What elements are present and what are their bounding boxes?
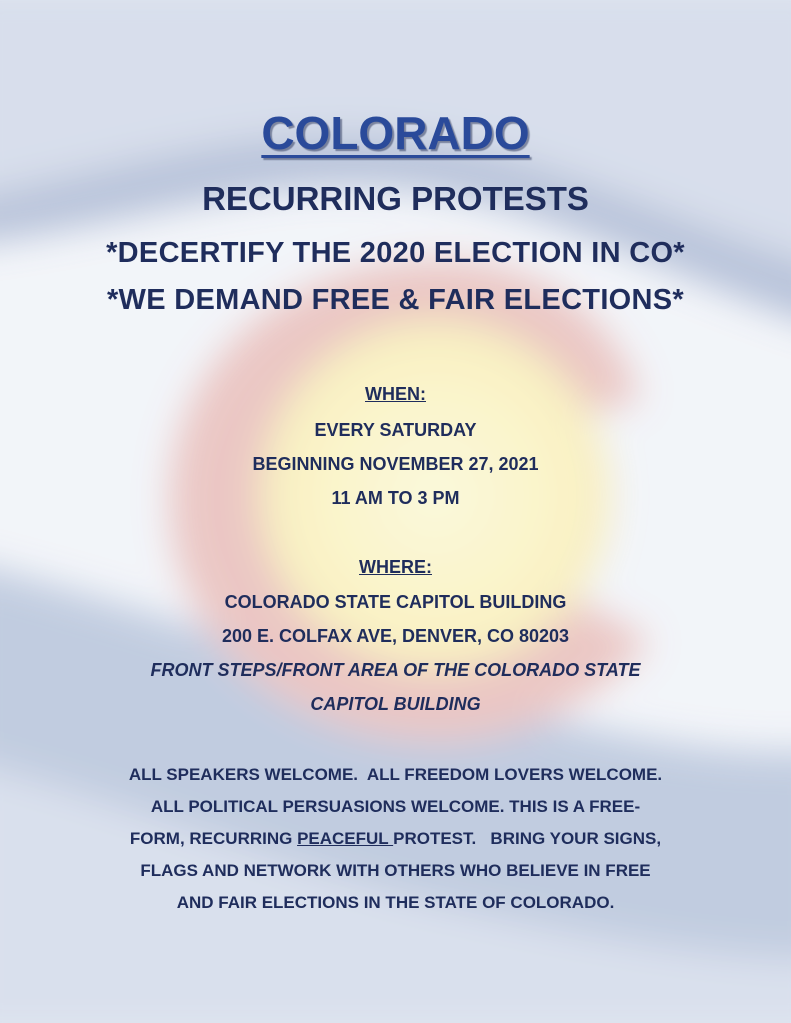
- peaceful-underlined: PEACEFUL: [297, 829, 394, 848]
- slogan-free-elections: *WE DEMAND FREE & FAIR ELECTIONS*: [106, 284, 685, 316]
- paragraph-line-2: ALL POLITICAL PERSUASIONS WELCOME. THIS IS A FREE-: [150, 797, 641, 816]
- paragraph-line-5: AND FAIR ELECTIONS IN THE STATE OF COLORADO.: [176, 893, 615, 912]
- paragraph-line-1: ALL SPEAKERS WELCOME. ALL FREEDOM LOVERS WELCOME.: [128, 765, 663, 784]
- where-location-detail: FRONT STEPS/FRONT AREA OF THE COLORADO STATE: [150, 660, 641, 680]
- when-heading: WHEN:: [365, 384, 426, 404]
- slogan-decertify: *DECERTIFY THE 2020 ELECTION IN CO*: [106, 237, 685, 269]
- paragraph-line-3: [0, 829, 791, 849]
- when-time: 11 AM TO 3 PM: [331, 488, 460, 508]
- paragraph-line-4: FLAGS AND NETWORK WITH OTHERS WHO BELIEVE IN FREE: [140, 861, 651, 880]
- where-heading: WHERE:: [359, 557, 432, 577]
- where-building: COLORADO STATE CAPITOL BUILDING: [224, 592, 567, 612]
- flyer-title: COLORADO: [261, 107, 530, 159]
- where-location-detail-cont: CAPITOL BUILDING: [310, 694, 481, 714]
- where-address: 200 E. COLFAX AVE, DENVER, CO 80203: [221, 626, 570, 646]
- when-start-date: BEGINNING NOVEMBER 27, 2021: [252, 454, 539, 474]
- flyer-subtitle: RECURRING PROTESTS: [202, 180, 589, 217]
- paragraph-line-3-start: FORM, RECURRING: [129, 829, 298, 848]
- paragraph-line-3-end: PROTEST. BRING YOUR SIGNS,: [393, 829, 662, 848]
- when-day: EVERY SATURDAY: [314, 420, 477, 440]
